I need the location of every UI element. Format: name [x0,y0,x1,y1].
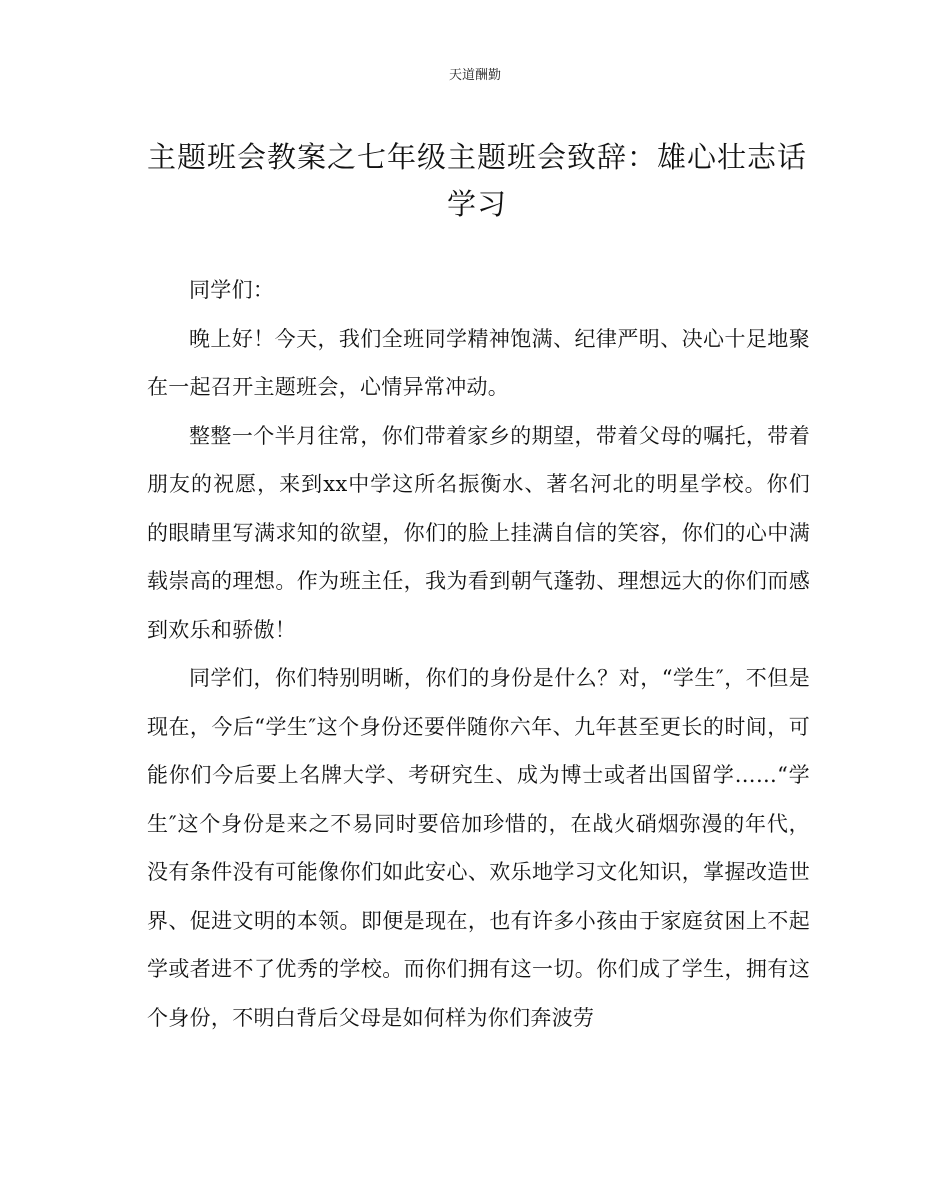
document-title: 主题班会教案之七年级主题班会致辞：雄心壮志话学习 [147,140,808,221]
page-header: 天道酬勤 [448,68,501,83]
paragraph-student-identity: 同学们，你们特别明晰，你们的身份是什么？对，“学生″，不但是现在，今后“学生″这个身份还要伴随你六年、九年甚至更长的时间，可能你们今后要上名牌大学、考研究生、成为博士或者出国留学……“学生″这个身份是来之不易同时要倍加珍惜的，在战火硝烟弥漫的年代，没有条件没有可能像你们如此安心、欢乐地学习文化知识，掌握改造世界、促进文明的本领。即便是现在，也有许多小孩由于家庭贫困上不起学或者进不了优秀的学校。而你们拥有这一切。你们成了学生，拥有这个身份，不明白背后父母是如何样为你们奔波劳 [147,666,810,1030]
document-body [147,266,810,1042]
paragraph-arrival: 整整一个半月往常，你们带着家乡的期望，带着父母的嘱托，带着朋友的祝愿，来到xx中学这所名振衡水、著名河北的明星学校。你们的眼睛里写满求知的欲望，你们的脸上挂满自信的笑容，你们的心中满载崇高的理想。作为班主任，我为看到朝气蓬勃、理想远大的你们而感到欢乐和骄傲！ [147,423,810,642]
paragraph-greeting: 晚上好！今天，我们全班同学精神饱满、纪律严明、决心十足地聚在一起召开主题班会，心情异常冲动。 [147,326,810,399]
paragraph-salutation: 同学们： [189,278,275,302]
